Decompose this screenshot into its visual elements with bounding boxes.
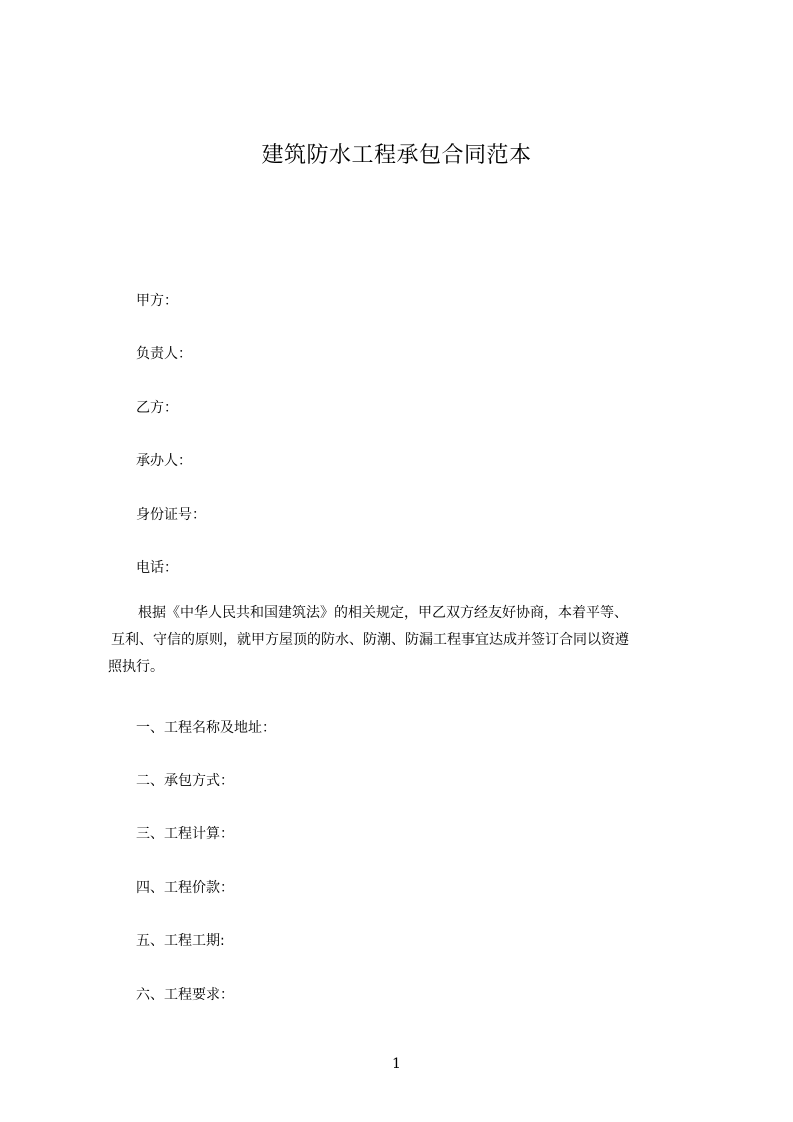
phone-field: 电话： bbox=[136, 560, 178, 576]
section-project-requirements: 六、工程要求： bbox=[136, 987, 234, 1003]
section-project-period: 五、工程工期: bbox=[136, 933, 225, 949]
intro-line: 互利、守信的原则，就甲方屋顶的防水、防潮、防漏工程事宜达成并签订合同以资遵 bbox=[111, 632, 629, 648]
document-title: 建筑防水工程承包合同范本 bbox=[261, 143, 532, 168]
party-a-manager-field: 负责人： bbox=[136, 346, 192, 362]
intro-paragraph bbox=[108, 600, 708, 681]
party-b-field: 乙方： bbox=[136, 400, 178, 416]
intro-line: 照执行。 bbox=[108, 659, 164, 675]
intro-line: 根据《中华人民共和国建筑法》的相关规定，甲乙双方经友好协商，本着平等、 bbox=[138, 605, 628, 621]
section-project-name-address: 一、工程名称及地址： bbox=[136, 720, 276, 736]
section-project-price: 四、工程价款： bbox=[136, 880, 234, 896]
id-number-field: 身份证号： bbox=[136, 507, 206, 523]
section-contract-method: 二、承包方式： bbox=[136, 773, 234, 789]
party-a-field: 甲方： bbox=[136, 293, 178, 309]
party-b-handler-field: 承办人： bbox=[136, 453, 192, 469]
page-number: 1 bbox=[392, 1056, 401, 1072]
section-project-calculation: 三、工程计算： bbox=[136, 826, 234, 842]
